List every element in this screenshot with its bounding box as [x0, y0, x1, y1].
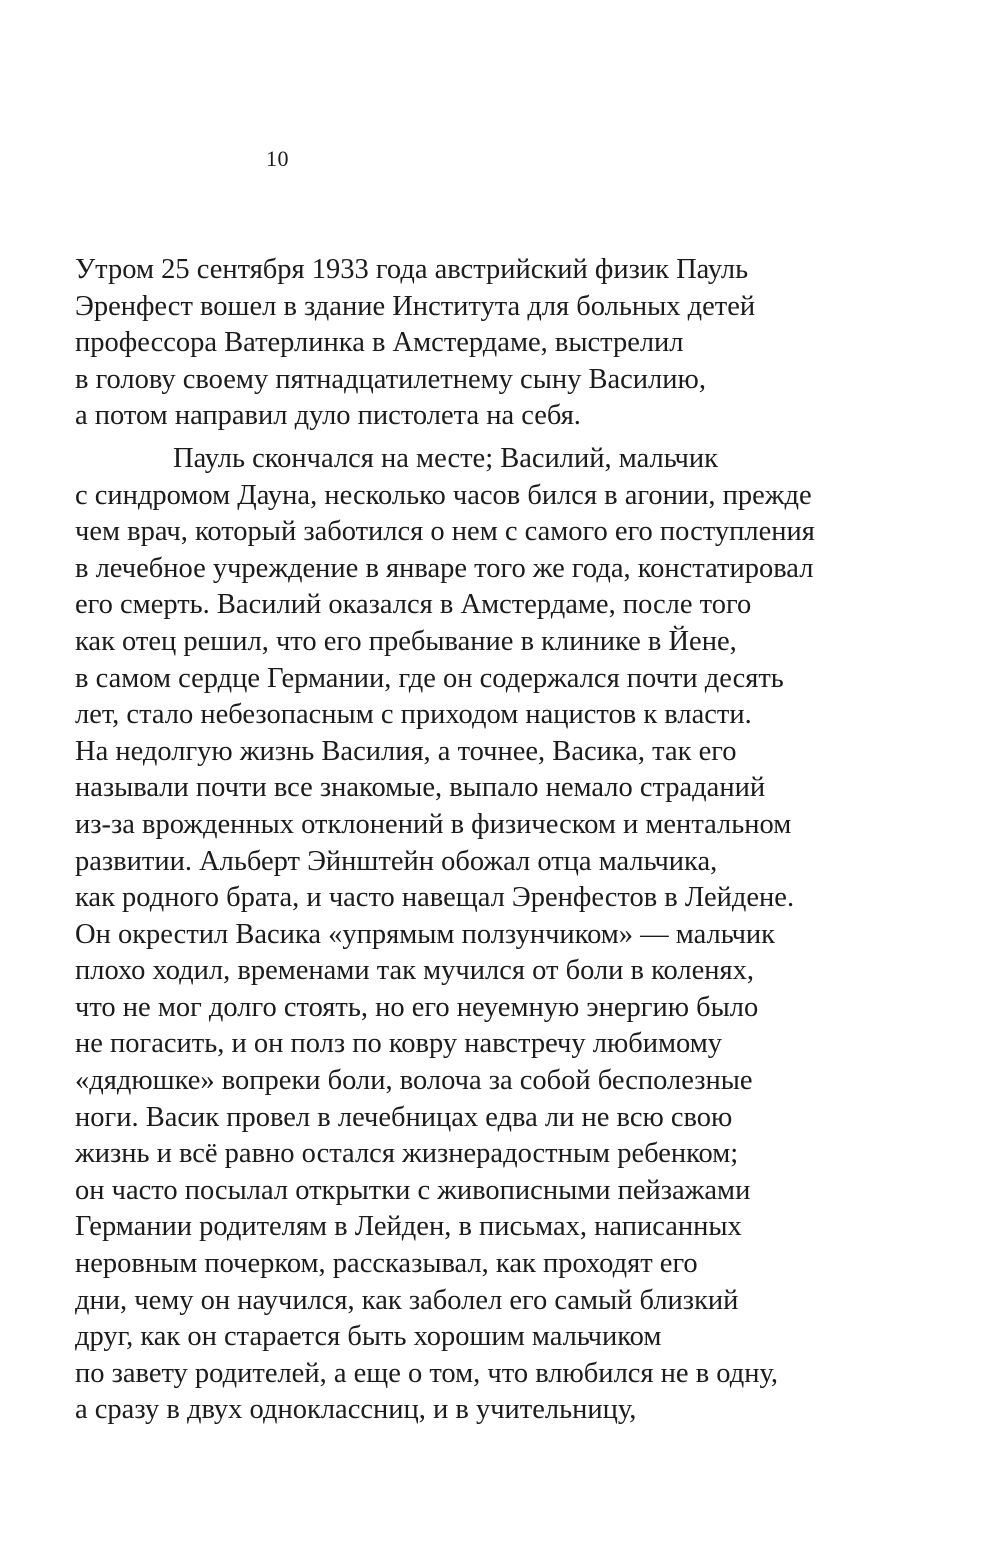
- text-line: Эренфест вошел в здание Института для больных детей: [75, 290, 756, 322]
- text-line: он часто посылал открытки с живописными пейзажами: [75, 1174, 751, 1206]
- text-line: по завету родителей, а еще о том, что влюбился не в одну,: [75, 1357, 778, 1389]
- text-line: неровным почерком, рассказывал, как проходят его: [75, 1248, 698, 1280]
- text-line: что не мог долго стоять, но его неуемную энергию было: [75, 991, 759, 1023]
- text-line: не погасить, и он полз по ковру навстречу любимому: [75, 1028, 723, 1060]
- text-line: Пауль скончался на месте; Василий, мальчик: [173, 442, 718, 474]
- text-line: На недолгую жизнь Василия, а точнее, Васика, так его: [75, 735, 737, 767]
- text-line: ноги. Васик провел в лечебницах едва ли не всю свою: [75, 1101, 733, 1133]
- text-line: дни, чему он научился, как заболел его самый близкий: [75, 1284, 739, 1316]
- paragraph-1: [75, 252, 955, 435]
- text-line: из-за врожденных отклонений в физическом и ментальном: [75, 808, 792, 840]
- paragraph-2: [75, 441, 955, 1429]
- text-line: друг, как он старается быть хорошим мальчиком: [75, 1321, 662, 1353]
- text-line: с синдромом Дауна, несколько часов бился в агонии, прежде: [75, 479, 812, 511]
- text-line: в голову своему пятнадцатилетнему сыну Василию,: [75, 363, 706, 395]
- page-number: 10: [266, 146, 289, 171]
- text-line: его смерть. Василий оказался в Амстердаме, после того: [75, 589, 752, 621]
- text-line: в лечебное учреждение в январе того же года, констатировал: [75, 552, 814, 584]
- text-line: жизнь и всё равно остался жизнерадостным ребенком;: [75, 1138, 739, 1170]
- text-line: плохо ходил, временами так мучился от боли в коленях,: [75, 955, 755, 987]
- body-text: [75, 252, 955, 1429]
- text-line: лет, стало небезопасным с приходом нацистов к власти.: [75, 699, 752, 731]
- text-line: в самом сердце Германии, где он содержался почти десять: [75, 662, 784, 694]
- text-line: называли почти все знакомые, выпало немало страданий: [75, 772, 766, 804]
- text-line: Утром 25 сентября 1933 года австрийский физик Пауль: [75, 254, 749, 285]
- text-line: как отец решил, что его пребывание в клинике в Йене,: [75, 625, 737, 657]
- text-line: «дядюшке» вопреки боли, волоча за собой бесполезные: [75, 1065, 753, 1097]
- text-line: Он окрестил Васика «упрямым ползунчиком» — мальчик: [75, 918, 776, 950]
- text-line: как родного брата, и часто навещал Эренфестов в Лейдене.: [75, 882, 795, 914]
- text-line: развитии. Альберт Эйнштейн обожал отца мальчика,: [75, 845, 718, 877]
- text-line: чем врач, который заботился о нем с самого его поступления: [75, 516, 815, 548]
- text-line: а сразу в двух одноклассниц, и в учительницу,: [75, 1394, 637, 1426]
- text-line: профессора Ватерлинка в Амстердаме, выстрелил: [75, 327, 684, 359]
- text-line: а потом направил дуло пистолета на себя.: [75, 400, 581, 432]
- text-line: Германии родителям в Лейден, в письмах, написанных: [75, 1211, 742, 1243]
